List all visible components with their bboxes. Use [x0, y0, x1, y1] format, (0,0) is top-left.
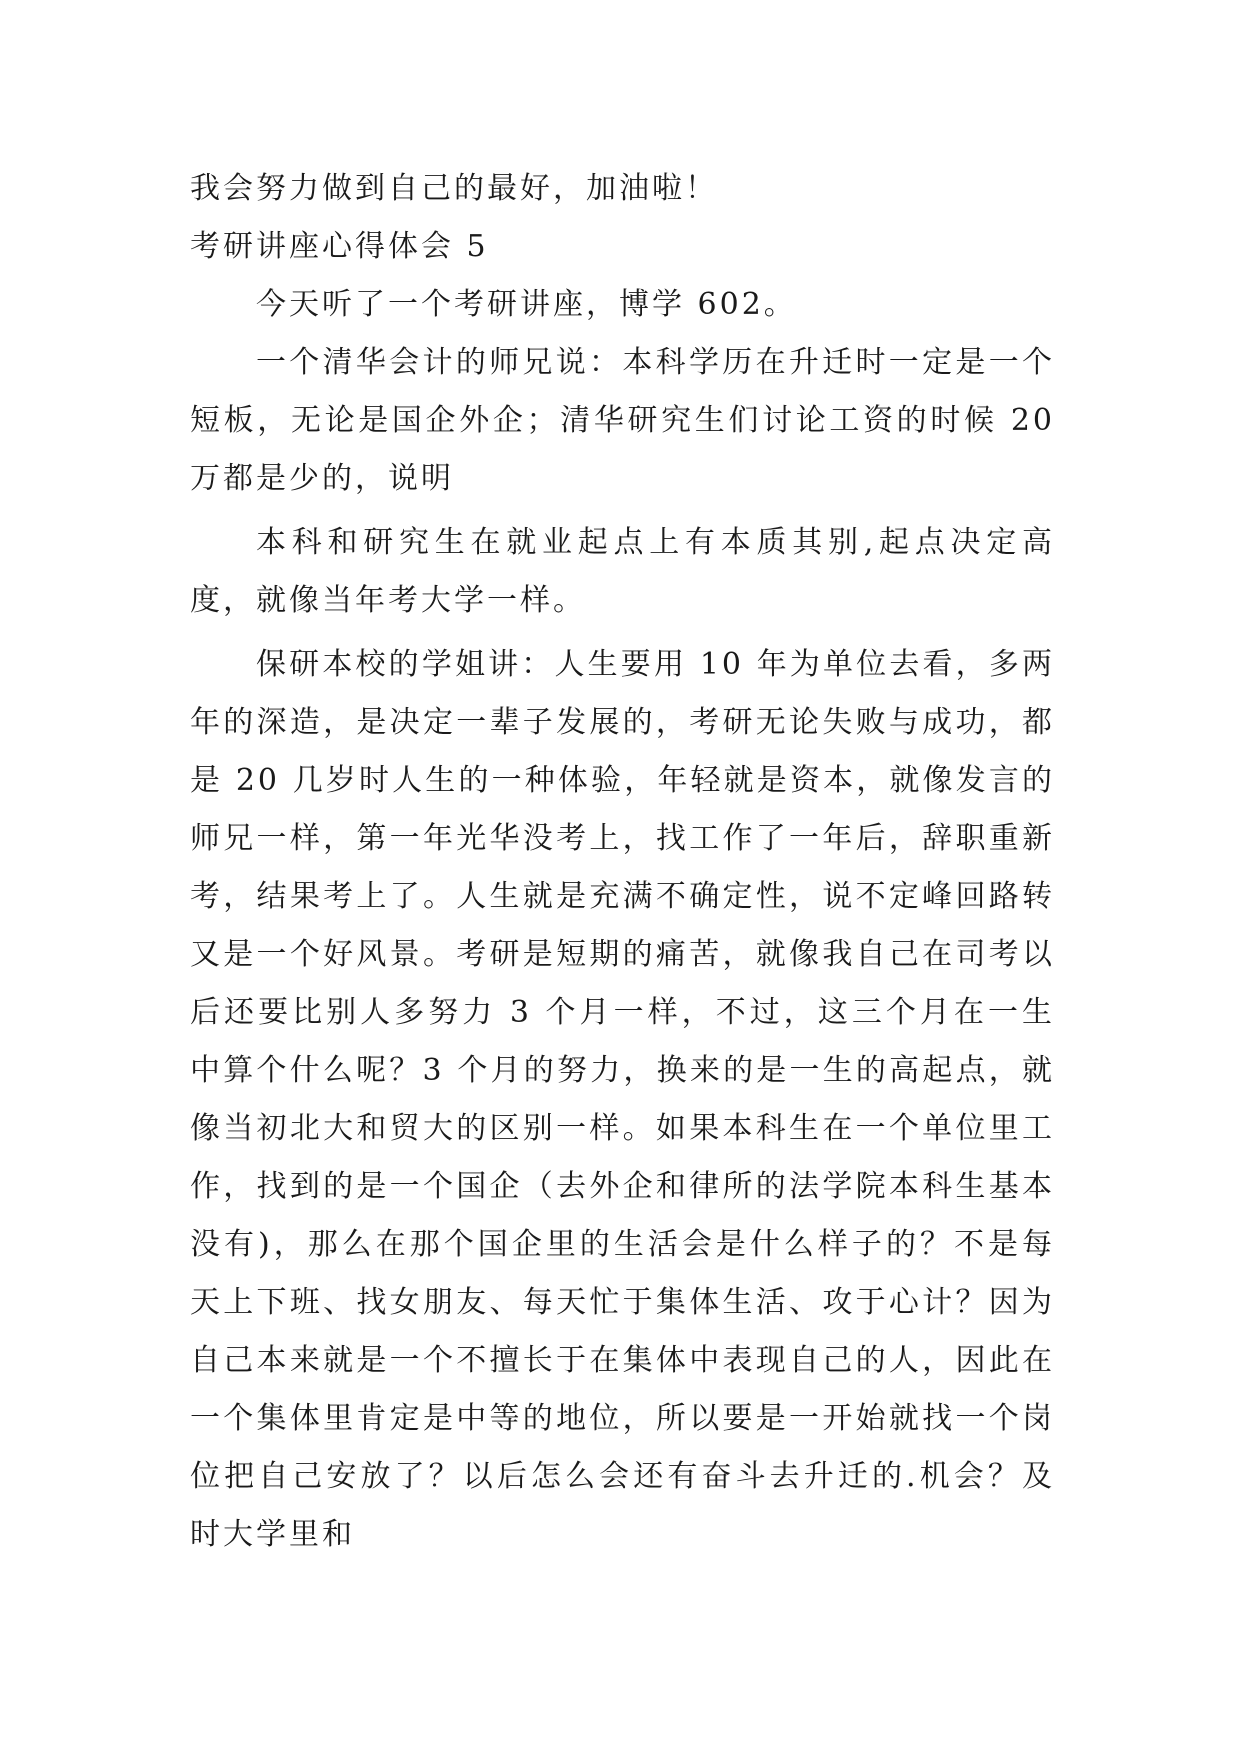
closing-line: 我会努力做到自己的最好，加油啦！	[190, 171, 718, 206]
paragraph-senior-sister: 保研本校的学姐讲：人生要用 10 年为单位去看，多两年的深造，是决定一辈子发展的，考研无论失败与成功，都是 20 几岁时人生的一种体验，年轻就是资本，就像发言的师兄一样，第一年光华没考上，找工作了一年后，辞职重新考，结果考上了。人生就是充满不确定性，说不定峰回路转又是一个好风景。考研是短期的痛苦，就像我自己在司考以后还要比别人多努力 3 个月一样，不过，这三个月在一生中算个什么呢？3 个月的努力，换来的是一生的高起点，就像当初北大和贸大的区别一样。如果本科生在一个单位里工作，找到的是一个国企（去外企和律所的法学院本科生基本没有)，那么在那个国企里的生活会是什么样子的？不是每天上下班、找女朋友、每天忙于集体生活、攻于心计？因为自己本来就是一个不擅长于在集体中表现自己的人，因此在一个集体里肯定是中等的地位，所以要是一开始就找一个岗位把自己安放了？以后怎么会还有奋斗去升迁的.机会？及时大学里和	[190, 647, 1055, 1552]
paragraph-intro: 今天听了一个考研讲座，博学 602。	[256, 287, 797, 322]
paragraph-starting-point: 本科和研究生在就业起点上有本质其别,起点决定高度，就像当年考大学一样。	[190, 525, 1055, 618]
paragraph-senior-brother: 一个清华会计的师兄说：本科学历在升迁时一定是一个短板，无论是国企外企；清华研究生们讨论工资的时候 20 万都是少的，说明	[190, 345, 1055, 496]
document-body	[190, 160, 1055, 1564]
section-heading: 考研讲座心得体会 5	[190, 229, 489, 264]
